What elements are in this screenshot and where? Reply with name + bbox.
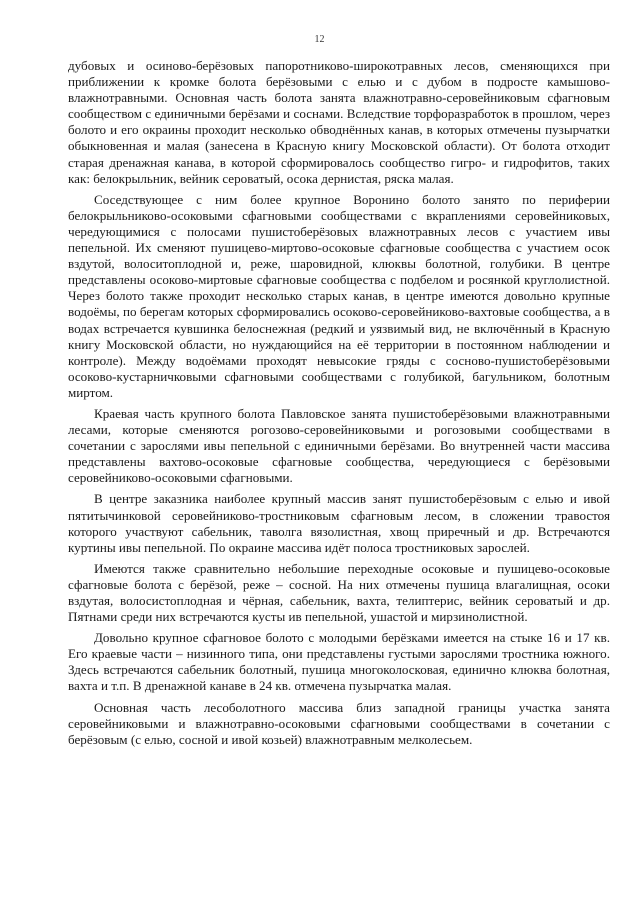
paragraph-5: Имеются также сравнительно небольшие переходные осоковые и пушицево-осоковые сфагновые болота с берёзой, реже – сосной. На них отмечены пушица влагалищная, осоки вздутая, волосистоплодная и чёрная, сабельник, вахта, телиптерис, вейник сероватый и др. Пятнами среди них встречаются кусты ив пепельной, ушастой и мирзинолистной.	[68, 560, 610, 625]
paragraph-1: дубовых и осиново-берёзовых папоротниково-широкотравных лесов, сменяющихся при приближении к кромке болота берёзовыми с елью и с дубом в подросте камышово-влажнотравными. Основная часть болота занята влажнотравно-серовейниковым сфагновым сообществом с единичными берёзами и соснами. Вследствие торфоразработок в прошлом, через болото и его окраины проходит несколько обводнённых канав, в которых отмечены пузырчатки обыкновенная и малая (занесена в Красную книгу Московской области). От болота отходит старая дренажная канава, в которой сформировалось сообщество гигро- и гидрофитов, таких как: белокрыльник, вейник сероватый, осока дернистая, ряска малая.	[68, 58, 610, 186]
paragraph-2: Соседствующее с ним более крупное Воронино болото занято по периферии белокрыльниково-осоковыми сфагновыми сообществами с вкраплениями серовейниковых, чередующимися с полосами пушистоберёзовых влажнотравных лесов с участием ивы пепельной. Их сменяют пушицево-миртово-осоковые сфагновые сообщества с участием осок вздутой, волоситоплодной и, реже, шаровидной, клюквы болотной, голубики. В центре представлены осоково-миртовые сфагновые сообщества с подбелом и росянкой круглолистной. Через болото также проходит несколько старых канав, в центре имеются довольно крупные водоёмы, по берегам которых сформировались осоково-серовейниково-вахтовые сообщества, а в водах встречается кувшинка белоснежная (редкий и уязвимый вид, не включённый в Красную книгу Московской области, но нуждающийся на её территории в постоянном наблюдении и контроле). Между водоёмами проходят невысокие гряды с сосново-пушистоберёзовыми осоково-кустарничковыми сфагновыми сообществами с голубикой, багульником, болотным миртом.	[68, 191, 610, 400]
paragraph-7: Основная часть лесоболотного массива близ западной границы участка занята серовейниковыми и влажнотравно-осоковыми сфагновыми сообществами в сочетании с берёзовым (с елью, сосной и ивой козьей) влажнотравным мелколесьем.	[68, 699, 610, 747]
paragraph-6: Довольно крупное сфагновое болото с молодыми берёзками имеется на стыке 16 и 17 кв. Его краевые части – низинного типа, они представлены густыми зарослями тростника южного. Здесь встречаются сабельник болотный, пушица многоколосковая, единично клюква болотная, вахта и т.п. В дренажной канаве в 24 кв. отмечена пузырчатка малая.	[68, 630, 610, 694]
page-number: 12	[314, 34, 325, 45]
document-body	[68, 58, 610, 748]
paragraph-4: В центре заказника наиболее крупный массив занят пушистоберёзовым с елью и ивой пятитычинковой серовейниково-тростниковым сфагновым лесом, в сложении травостоя которого участвуют сабельник, таволга вязолистная, хвощ приречный и др. Встречаются куртины ивы пепельной. По окраине массива идёт полоса тростниковых зарослей.	[68, 491, 610, 555]
paragraph-3: Краевая часть крупного болота Павловское занята пушистоберёзовыми влажнотравными лесами, которые сменяются рогозово-серовейниковыми и рогозовыми сообществами в сочетании с зарослями ивы пепельной с единичными берёзами. Во внутренней части массива представлены вахтово-осоковые сфагновые сообщества, чередующиеся с берёзовыми серовейниково-осоковыми сфагновыми.	[68, 405, 610, 486]
